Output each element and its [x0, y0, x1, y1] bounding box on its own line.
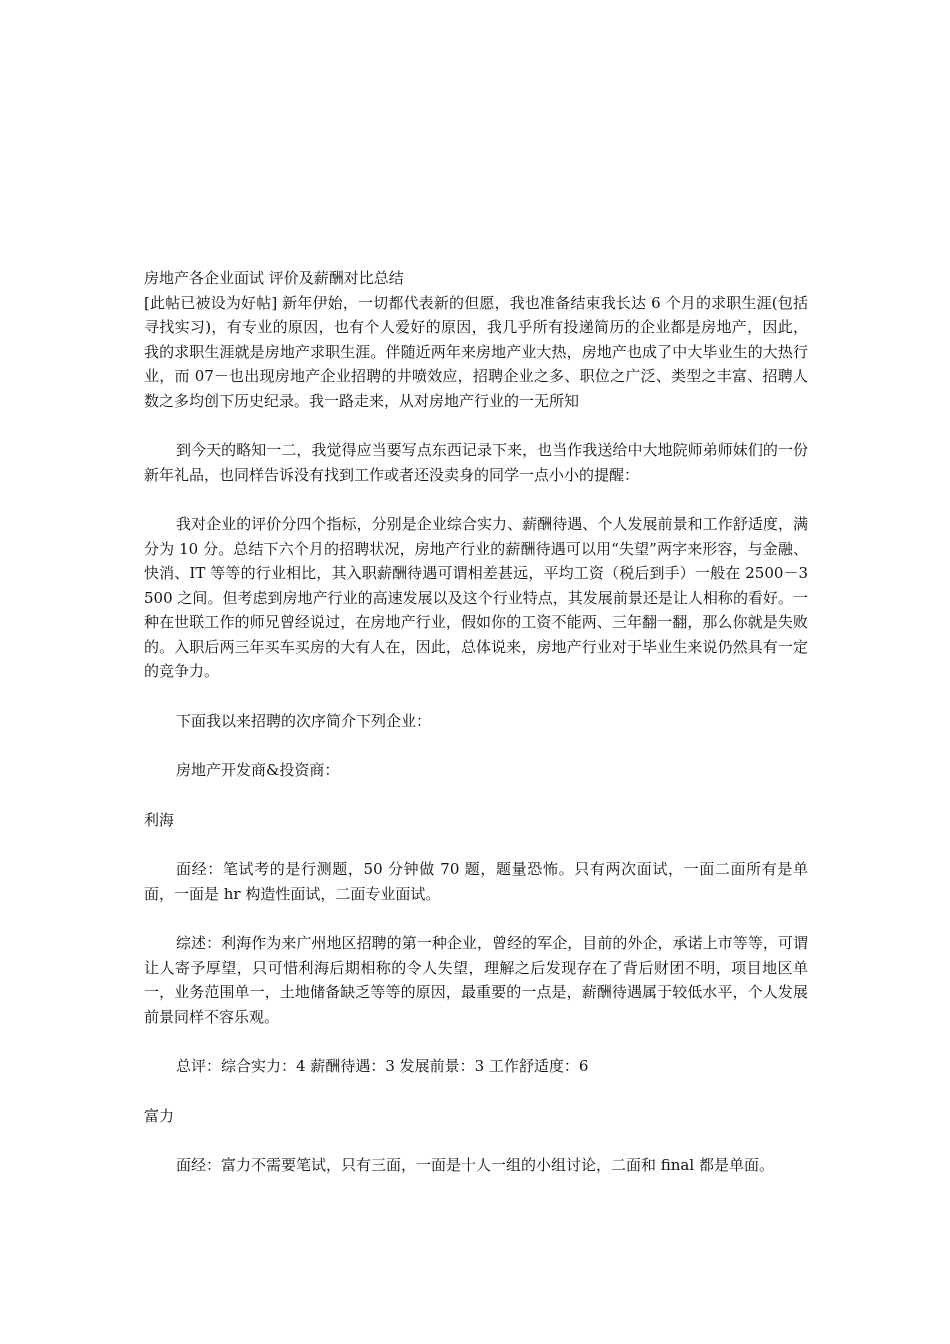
company-fuli-interview: 面经：富力不需要笔试，只有三面，一面是十人一组的小组讨论，二面和 final 都是单面。 — [176, 1156, 774, 1174]
intro-paragraph: [此帖已被设为好帖] 新年伊始，一切都代表新的但愿，我也准备结束我长达 6 个月的求职生涯(包括寻找实习)，有专业的原因，也有个人爱好的原因，我几乎所有投递简历的企业都是房地产，因此，我的求职生涯就是房地产求职生涯。伴随近两年来房地产业大热，房地产也成了中大毕业生的大热行业，而 07－也出现房地产企业招聘的井喷效应，招聘企业之多、职位之广泛、类型之丰富、招聘人数之多均创下历史纪录。我一路走来，从对房地产行业的一无所知 — [144, 293, 808, 410]
paragraph-2: 到今天的略知一二，我觉得应当要写点东西记录下来，也当作我送给中大地院师弟师妹们的一份新年礼品，也同样告诉没有找到工作或者还没卖身的同学一点小小的提醒： — [144, 441, 808, 484]
company-name-fuli: 富力 — [144, 1106, 175, 1125]
section-developers: 房地产开发商&投资商： — [176, 761, 340, 779]
company-name-lihai: 利海 — [144, 810, 175, 829]
company-lihai-interview: 面经：笔试考的是行测题，50 分钟做 70 题，题量恐怖。只有两次面试，一面二面所有是单面，一面是 hr 构造性面试，二面专业面试。 — [144, 860, 808, 903]
company-lihai-summary: 综述：利海作为来广州地区招聘的第一种企业，曾经的军企，目前的外企，承诺上市等等，可谓让人寄予厚望，只可惜利海后期相称的令人失望，理解之后发现存在了背后财团不明，项目地区单一，业务范围单一，土地储备缺乏等等的原因，最重要的一点是，薪酬待遇属于较低水平，个人发展前景同样不容乐观。 — [144, 934, 808, 1026]
paragraph-intro-list: 下面我以来招聘的次序简介下列企业： — [176, 711, 432, 730]
company-lihai-rating: 总评：综合实力：4 薪酬待遇：3 发展前景：3 工作舒适度：6 — [176, 1057, 589, 1075]
document-title: 房地产各企业面试 评价及薪酬对比总结 — [144, 269, 404, 287]
paragraph-evaluation: 我对企业的评价分四个指标，分别是企业综合实力、薪酬待遇、个人发展前景和工作舒适度，满分为 10 分。总结下六个月的招聘状况，房地产行业的薪酬待遇可以用“失望”两字来形容，与金融、快消、IT 等等的行业相比，其入职薪酬待遇可谓相差甚远，平均工资（税后到手）一般在 2500－3500 之间。但考虑到房地产行业的高速发展以及这个行业特点，其发展前景还是让人相称的看好。一种在世联工作的师兄曾经说过，在房地产行业，假如你的工资不能两、三年翻一翻，那么你就是失败的。入职后两三年买车买房的大有人在，因此，总体说来，房地产行业对于毕业生来说仍然具有一定的竞争力。 — [144, 515, 808, 680]
document-body — [144, 266, 808, 1178]
